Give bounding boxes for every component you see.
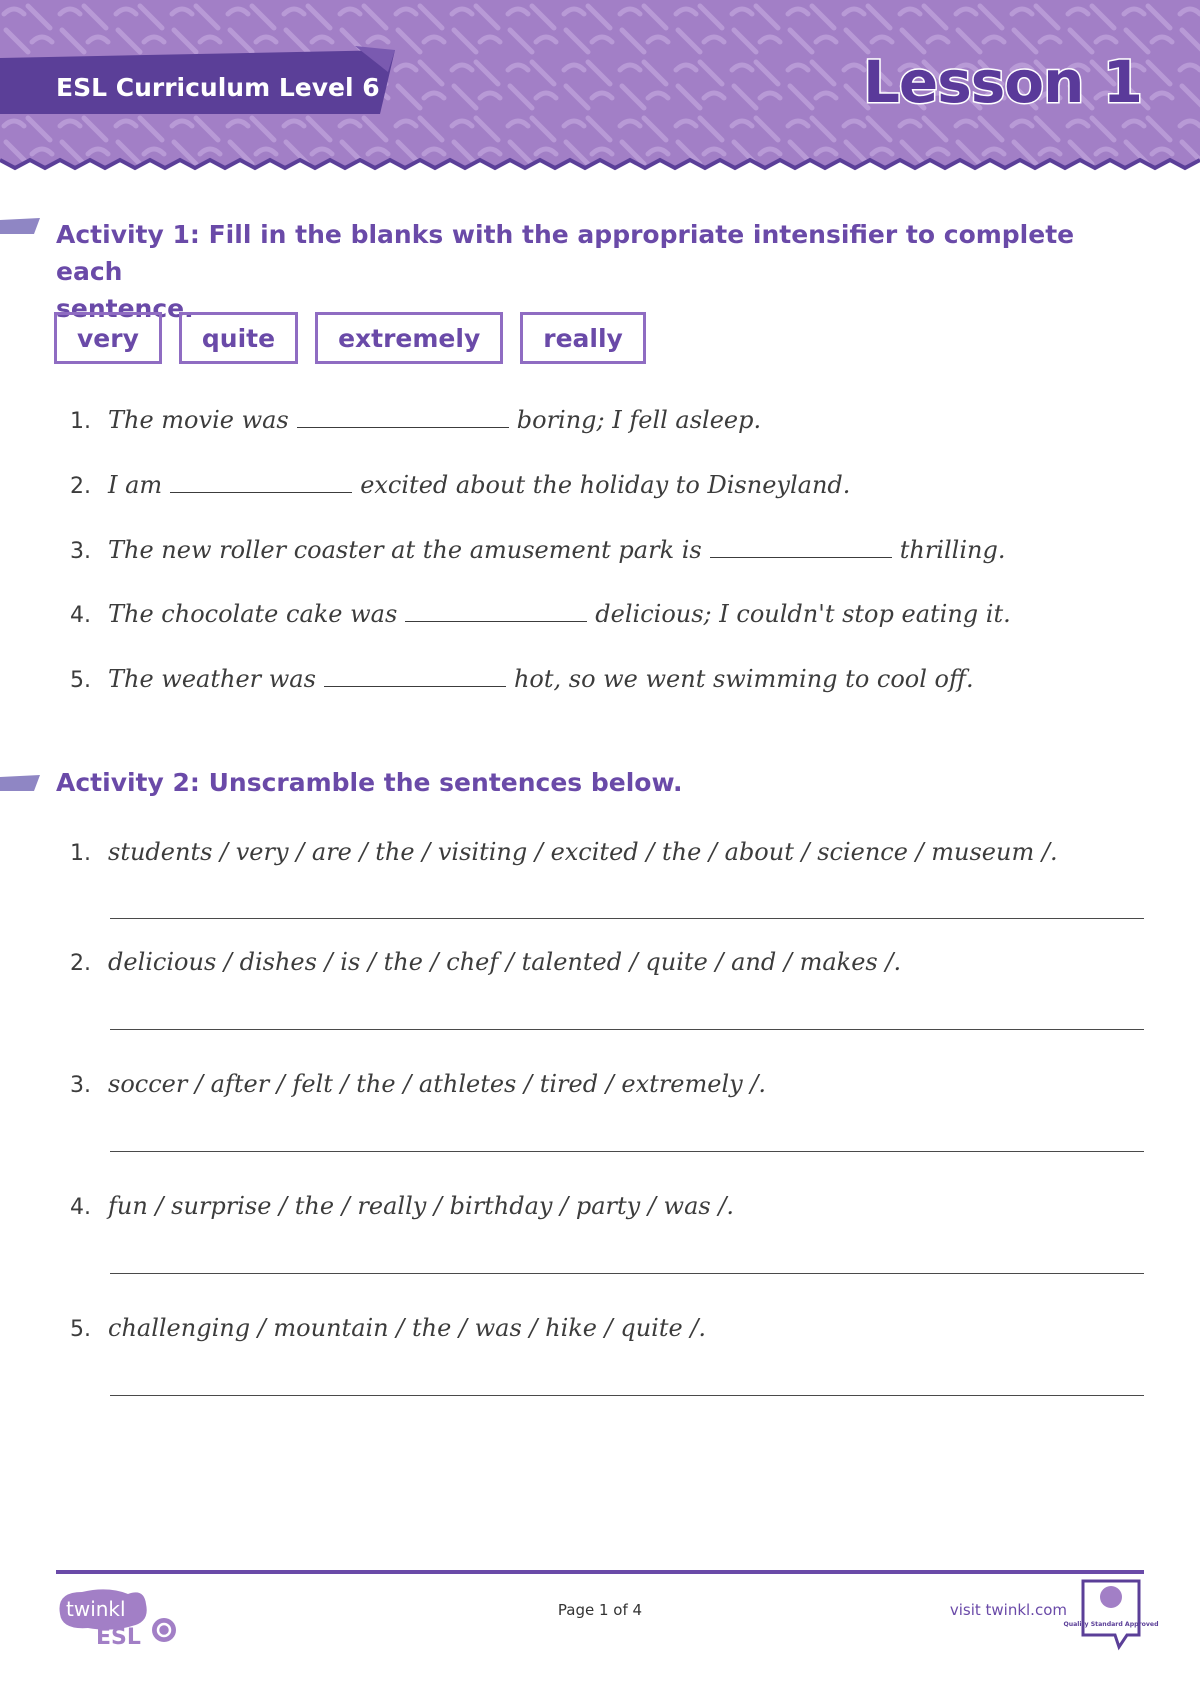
sentence-before: I am [108,471,163,499]
scrambled-text: challenging / mountain / the / was / hike / quite /. [108,1314,707,1342]
sentence-before: The weather was [108,665,316,693]
sentence-after: excited about the holiday to Disneyland. [360,471,851,499]
item-number: 4. [70,1195,91,1220]
unscramble-item [70,1310,1150,1346]
page-header [0,0,1200,175]
word-bank-item: quite [179,312,298,364]
unscramble-item [70,1188,1150,1224]
activity-2-marker [0,775,40,791]
blank-line[interactable] [170,470,352,493]
item-number: 1. [70,409,91,434]
item-number: 4. [70,603,91,628]
footer-rule [56,1570,1144,1574]
sentence-after: hot, so we went swimming to cool off. [513,665,974,693]
answer-line[interactable] [110,918,1144,919]
blank-line[interactable] [297,405,509,428]
curriculum-label: ESL Curriculum Level 6 [56,73,380,102]
answer-line[interactable] [110,1029,1144,1030]
unscramble-item [70,834,1150,870]
item-number: 1. [70,841,91,866]
scrambled-text: delicious / dishes / is / the / chef / talented / quite / and / makes /. [108,948,902,976]
fill-blank-item [70,402,1150,438]
word-bank-item: extremely [315,312,503,364]
scrambled-text: soccer / after / felt / the / athletes / tired / extremely /. [108,1070,767,1098]
visit-link[interactable]: visit twinkl.com [949,1601,1067,1619]
answer-line[interactable] [110,1395,1144,1396]
item-number: 2. [70,474,91,499]
activity-1-heading-line2: sentence. [56,294,194,323]
word-bank-item: really [520,312,646,364]
item-number: 3. [70,539,91,564]
lesson-title: Lesson 1 [862,48,1142,116]
item-number: 3. [70,1073,91,1098]
fill-blank-item [70,661,1150,697]
sentence-after: boring; I fell asleep. [516,406,762,434]
item-number: 5. [70,1317,91,1342]
fill-blank-item [70,467,1150,503]
activity-1-marker [0,218,40,234]
sentence-before: The movie was [108,406,289,434]
logo-sub-text: ESL [96,1625,141,1650]
word-bank-item: very [54,312,162,364]
quality-badge-icon [1063,1577,1159,1651]
sentence-after: thrilling. [899,536,1006,564]
logo-text: twinkl [66,1597,126,1621]
activity-1-heading [56,216,1076,327]
blank-line[interactable] [405,599,587,622]
sentence-after: delicious; I couldn't stop eating it. [595,600,1011,628]
activity-1-heading-line1: Activity 1: Fill in the blanks with the appropriate intensifier to complete each [56,220,1075,286]
answer-line[interactable] [110,1151,1144,1152]
blank-line[interactable] [710,535,892,558]
item-number: 2. [70,951,91,976]
answer-line[interactable] [110,1273,1144,1274]
fill-blank-item [70,596,1150,632]
scrambled-text: students / very / are / the / visiting / excited / the / about / science / museum /. [108,838,1058,866]
sentence-before: The new roller coaster at the amusement park is [108,536,702,564]
fill-blank-item [70,532,1150,568]
badge-text: Quality Standard Approved [1063,1621,1159,1628]
page-number: Page 1 of 4 [557,1601,643,1619]
unscramble-item [70,1066,1150,1102]
word-bank [54,312,646,364]
activity-2-heading: Activity 2: Unscramble the sentences below. [56,768,683,797]
unscramble-item [70,944,1150,980]
sentence-before: The chocolate cake was [108,600,398,628]
item-number: 5. [70,668,91,693]
scrambled-text: fun / surprise / the / really / birthday / party / was /. [108,1192,735,1220]
blank-line[interactable] [324,664,506,687]
